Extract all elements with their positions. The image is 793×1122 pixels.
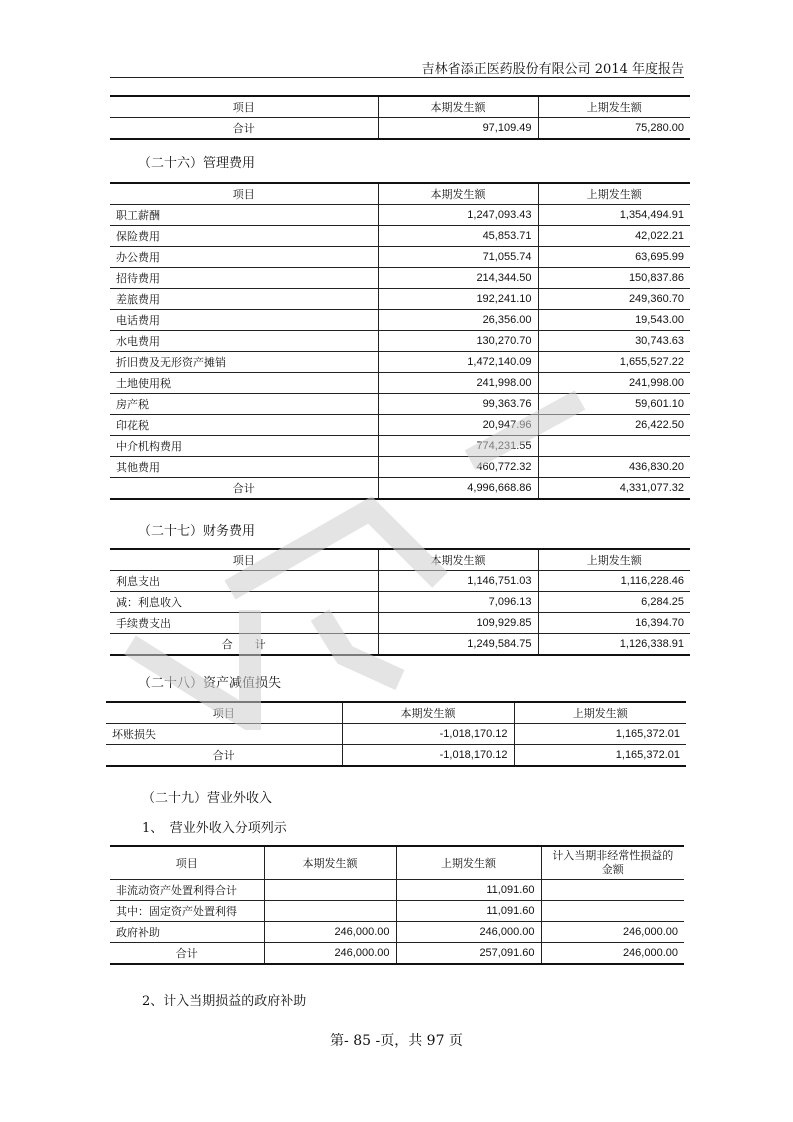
row-label: 保险费用	[110, 226, 378, 247]
table-row	[110, 247, 690, 268]
row-label: 非流动资产处置利得合计	[110, 880, 264, 901]
current-amount: 20,947.96	[378, 415, 538, 436]
header-cell: 上期发生额	[538, 96, 690, 118]
row-label: 其他费用	[110, 457, 378, 478]
table-row	[110, 310, 690, 331]
prior-amount: 241,998.00	[538, 373, 690, 394]
prior-amount: 257,091.60	[396, 943, 541, 965]
prior-amount: 30,743.63	[538, 331, 690, 352]
header-cell: 项目	[110, 549, 378, 571]
prior-amount: 1,354,494.91	[538, 205, 690, 226]
table-row	[110, 373, 690, 394]
table-row	[110, 457, 690, 478]
table-row	[110, 268, 690, 289]
prior-amount: 246,000.00	[396, 922, 541, 943]
non-recurring-amount: 246,000.00	[541, 943, 684, 965]
prior-amount: 249,360.70	[538, 289, 690, 310]
table-non-operating-income	[110, 845, 684, 965]
table-row	[110, 394, 690, 415]
current-amount: 246,000.00	[264, 943, 396, 965]
current-amount: 97,109.49	[378, 118, 538, 140]
table-row	[110, 205, 690, 226]
prior-amount: 42,022.21	[538, 226, 690, 247]
row-label: 职工薪酬	[110, 205, 378, 226]
prior-amount: 150,837.86	[538, 268, 690, 289]
current-amount	[264, 880, 396, 901]
table-row	[110, 901, 684, 922]
table-row	[110, 922, 684, 943]
row-label: 减：利息收入	[110, 592, 378, 613]
row-label: 印花税	[110, 415, 378, 436]
non-recurring-amount	[541, 901, 684, 922]
row-label: 招待费用	[110, 268, 378, 289]
header-divider	[110, 77, 684, 78]
table-row-total	[110, 118, 690, 140]
table-header-row	[110, 183, 690, 205]
prior-amount: 11,091.60	[396, 901, 541, 922]
section-title-admin-expense: （二十六）管理费用	[138, 156, 256, 171]
table-row-total	[110, 943, 684, 965]
current-amount: 1,146,751.03	[378, 571, 538, 592]
header-cell: 本期发生额	[378, 183, 538, 205]
prior-amount: 1,165,372.01	[514, 745, 686, 767]
current-amount: 192,241.10	[378, 289, 538, 310]
table-header-row	[110, 549, 690, 571]
section-title-non-operating-income: （二十九）营业外收入	[142, 791, 273, 806]
table-row	[110, 352, 690, 373]
header-cell: 本期发生额	[378, 96, 538, 118]
current-amount: 71,055.74	[378, 247, 538, 268]
row-label: 中介机构费用	[110, 436, 378, 457]
row-label: 房产税	[110, 394, 378, 415]
table-row	[110, 571, 690, 592]
table-row	[110, 226, 690, 247]
header-cell: 上期发生额	[538, 183, 690, 205]
prior-amount: 63,695.99	[538, 247, 690, 268]
section-title-impairment-loss: （二十八）资产减值损失	[138, 676, 282, 691]
header-cell: 上期发生额	[396, 846, 541, 880]
non-recurring-amount	[541, 880, 684, 901]
current-amount: 246,000.00	[264, 922, 396, 943]
header-cell: 上期发生额	[538, 549, 690, 571]
prior-amount: 1,116,228.46	[538, 571, 690, 592]
current-amount: 1,472,140.09	[378, 352, 538, 373]
current-amount: 774,231.55	[378, 436, 538, 457]
prior-amount: 75,280.00	[538, 118, 690, 140]
current-amount: 130,270.70	[378, 331, 538, 352]
current-amount: -1,018,170.12	[342, 745, 514, 767]
row-label: 折旧费及无形资产摊销	[110, 352, 378, 373]
table-row	[110, 289, 690, 310]
current-amount	[264, 901, 396, 922]
current-amount: 7,096.13	[378, 592, 538, 613]
table-row-total	[110, 634, 690, 656]
table-header-row	[110, 846, 684, 880]
table-row	[106, 724, 686, 745]
prior-amount: 6,284.25	[538, 592, 690, 613]
prior-amount: 59,601.10	[538, 394, 690, 415]
table-row	[110, 436, 690, 457]
report-header-title: 吉林省添正医药股份有限公司 2014 年度报告	[421, 62, 684, 77]
table-finance-expense	[110, 548, 690, 656]
row-label: 利息支出	[110, 571, 378, 592]
row-label: 合计	[106, 745, 342, 767]
header-cell: 项目	[110, 183, 378, 205]
current-amount: 45,853.71	[378, 226, 538, 247]
table-row	[110, 613, 690, 634]
row-label: 合计	[110, 478, 378, 500]
table-row	[110, 331, 690, 352]
row-label: 电话费用	[110, 310, 378, 331]
current-amount: 4,996,668.86	[378, 478, 538, 500]
prior-amount: 11,091.60	[396, 880, 541, 901]
current-amount: 109,929.85	[378, 613, 538, 634]
table-row	[110, 880, 684, 901]
header-cell: 本期发生额	[342, 702, 514, 724]
table-admin-expense	[110, 182, 690, 500]
header-cell: 计入当期非经常性损益的金额	[541, 846, 684, 880]
current-amount: 99,363.76	[378, 394, 538, 415]
header-cell: 本期发生额	[264, 846, 396, 880]
row-label: 合计	[110, 118, 378, 140]
page-number: 第- 85 -页，共 97 页	[330, 1033, 463, 1049]
row-label: 办公费用	[110, 247, 378, 268]
table-header-row	[110, 96, 690, 118]
subsection-title-itemized: 1、 营业外收入分项列示	[142, 821, 287, 836]
header-cell: 上期发生额	[514, 702, 686, 724]
table-row-total	[106, 745, 686, 767]
header-cell: 本期发生额	[378, 549, 538, 571]
table-row-total	[110, 478, 690, 500]
prior-amount: 1,126,338.91	[538, 634, 690, 656]
prior-amount	[538, 436, 690, 457]
table-row	[110, 415, 690, 436]
current-amount: 1,247,093.43	[378, 205, 538, 226]
table-sales-expense-total	[110, 95, 690, 140]
prior-amount: 16,394.70	[538, 613, 690, 634]
row-label: 手续费支出	[110, 613, 378, 634]
current-amount: -1,018,170.12	[342, 724, 514, 745]
prior-amount: 19,543.00	[538, 310, 690, 331]
section-title-finance-expense: （二十七）财务费用	[138, 524, 256, 539]
row-label: 水电费用	[110, 331, 378, 352]
table-row	[110, 592, 690, 613]
row-label: 土地使用税	[110, 373, 378, 394]
table-impairment-loss	[106, 701, 686, 767]
current-amount: 1,249,584.75	[378, 634, 538, 656]
current-amount: 460,772.32	[378, 457, 538, 478]
table-header-row	[106, 702, 686, 724]
header-cell: 项目	[110, 846, 264, 880]
prior-amount: 4,331,077.32	[538, 478, 690, 500]
current-amount: 26,356.00	[378, 310, 538, 331]
prior-amount: 1,165,372.01	[514, 724, 686, 745]
non-recurring-amount: 246,000.00	[541, 922, 684, 943]
subsection-title-government-subsidy: 2、计入当期损益的政府补助	[142, 994, 307, 1009]
prior-amount: 1,655,527.22	[538, 352, 690, 373]
prior-amount: 436,830.20	[538, 457, 690, 478]
current-amount: 241,998.00	[378, 373, 538, 394]
row-label: 差旅费用	[110, 289, 378, 310]
prior-amount: 26,422.50	[538, 415, 690, 436]
header-cell: 项目	[110, 96, 378, 118]
header-cell: 项目	[106, 702, 342, 724]
row-label: 合计	[110, 943, 264, 965]
row-label: 政府补助	[110, 922, 264, 943]
row-label: 其中：固定资产处置利得	[110, 901, 264, 922]
row-label: 合 计	[110, 634, 378, 656]
current-amount: 214,344.50	[378, 268, 538, 289]
row-label: 坏账损失	[106, 724, 342, 745]
